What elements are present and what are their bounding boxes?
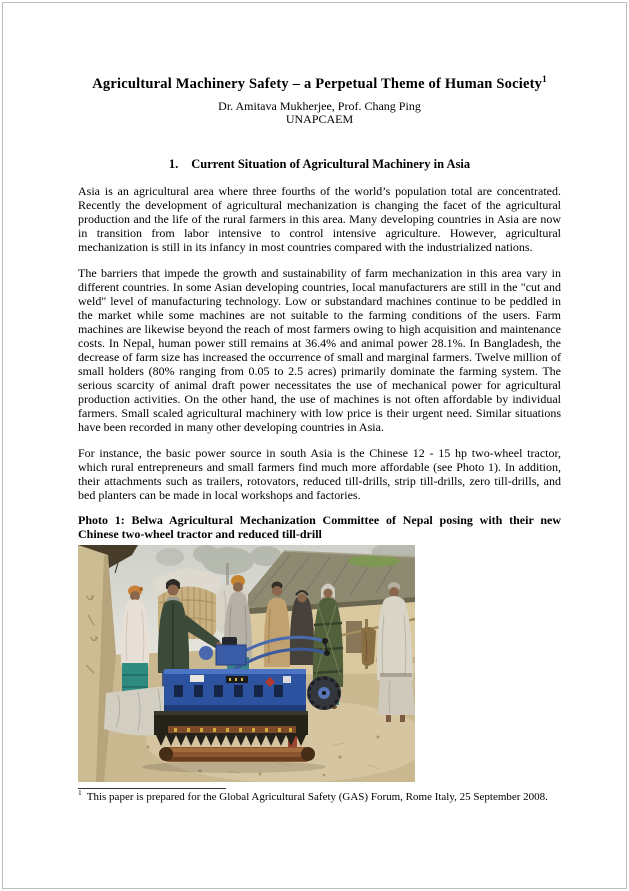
section-heading (78, 156, 561, 172)
paragraph-3: For instance, the basic power source in south Asia is the Chinese 12 - 15 hp two-wheel tractor, which rural entrepreneurs and small farmers find much more affordable (see Photo 1). In addition, their attachments such as trailers, rotovators, reduced till-drills, strip till-drills, zero till-drills, and bed planters can be made in local workshops and factories. (78, 446, 561, 502)
paper-title (78, 76, 561, 93)
footnote (78, 788, 561, 804)
footnote-ref: 1 (78, 788, 82, 798)
photo-1 (78, 545, 415, 782)
section-number: 1. (168, 157, 179, 171)
paragraph-2: The barriers that impede the growth and sustainability of farm mechanization in this area vary in different countries. In some Asian developing countries, local manufacturers are still in the "cut and weld" level of manufacturing technology. Low or substandard machines continue to be peddled in the market while some machines are not suitable to the farming conditions of the users. Farm machines are likewise beyond the reach of most farmers owing to high acquisition and maintenance costs. In Nepal, human power still remains at 36.4% and animal power 28.1%. In Bangladesh, the decrease of farm size has increased the occurrence of small and marginal farmers. Twelve million of small holders (80% ranging from 0.05 to 2.5 acres) primarily dominate the farming system. The serious scarcity of animal draft power necessitates the use of mechanical power for agricultural production activities. On the other hand, the use of machines is not often affordable by individual farmers. Small scaled agricultural machinery with low price is their urgent need. Similar situations have been recorded in many other developing countries in Asia. (78, 266, 561, 434)
footnote-text: This paper is prepared for the Global Agricultural Safety (GAS) Forum, Rome Italy, 25 September 2008. (86, 791, 548, 803)
title-footnote-ref: 1 (542, 74, 547, 85)
paper-title-text: Agricultural Machinery Safety – a Perpetual Theme of Human Society (92, 76, 543, 92)
footnote-separator (78, 788, 226, 789)
affiliation-line: UNAPCAEM (285, 112, 354, 126)
authors-line: Dr. Amitava Mukherjee, Prof. Chang Ping (218, 99, 421, 113)
photo-caption: Photo 1: Belwa Agricultural Mechanization Committee of Nepal posing with their new Chinese two-wheel tractor and reduced till-drill (78, 513, 561, 541)
photo-1-illustration (78, 545, 415, 782)
paragraph-1: Asia is an agricultural area where three fourths of the world’s population total are concentrated. Recently the development of agricultural mechanization is changing the facet of the agricultural production and the life of the rural farmers in this area. Many developing countries in Asia are now in transition from labor intensive to control intensive agriculture. However, agricultural mechanization is still in its infancy in most countries compared with the industrialized nations. (78, 184, 561, 254)
section-heading-text: Current Situation of Agricultural Machinery in Asia (191, 157, 471, 171)
